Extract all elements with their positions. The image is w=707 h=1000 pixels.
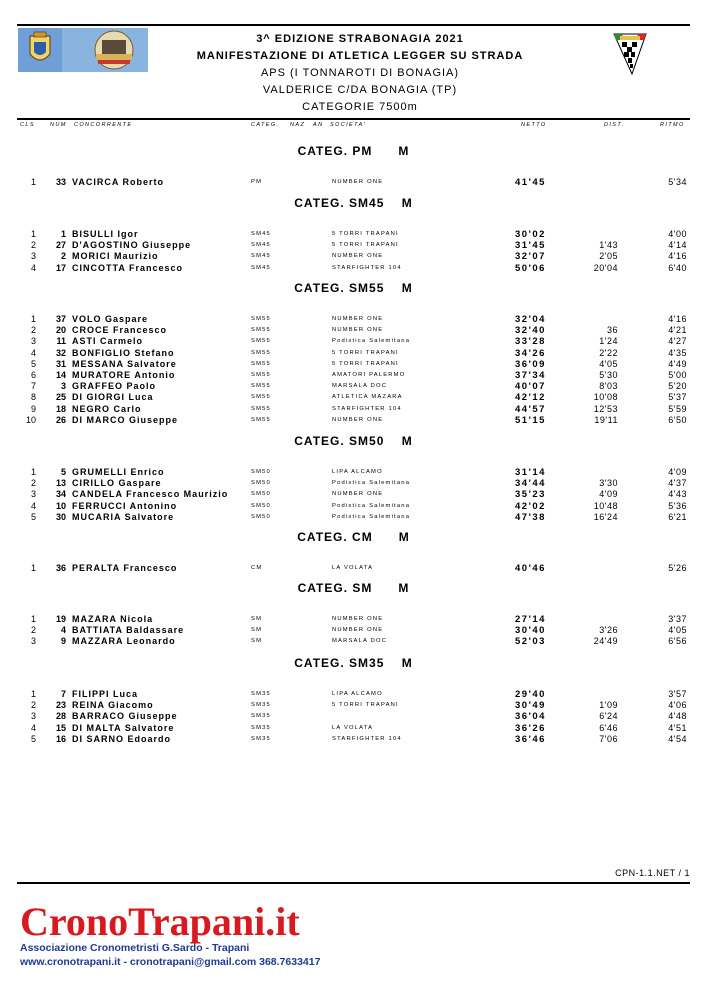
club-cell: NUMBER ONE [332,316,384,322]
net-time-cell: 42'02 [515,500,546,512]
gap-cell: 6'46 [599,722,618,733]
col-netto: NETTO [521,122,547,128]
category-cell: SM55 [251,360,271,367]
athlete-name-cell: GRUMELLI Enrico [72,467,165,477]
bib-number-cell: 9 [60,636,66,647]
brand-association: Associazione Cronometristi G.Sardo - Trapani [20,942,250,954]
club-cell: AMATORI PALERMO [332,372,406,378]
result-row [0,240,707,251]
athlete-name-cell: BARRACO Giuseppe [72,711,178,722]
club-cell: Podistica Salemitana [332,338,411,345]
category-cell: SM45 [251,231,271,237]
rank-cell: 3 [30,489,36,500]
athlete-name-cell: MUCARIA Salvatore [72,511,175,522]
category-title: CATEG. SM35 M [294,656,413,670]
category-cell: SM35 [251,724,271,731]
result-row [0,404,707,415]
athlete-name-cell: ASTI Carmelo [72,336,144,347]
bib-number-cell: 10 [55,500,66,511]
category-cell: SM45 [251,264,271,271]
category-title: CATEG. SM M [297,581,410,595]
rank-cell: 9 [30,403,36,414]
gap-cell: 1'43 [599,240,618,251]
gap-cell: 20'04 [593,262,618,273]
club-cell: NUMBER ONE [332,491,384,498]
pace-cell: 4'51 [668,722,687,733]
net-time-cell: 30'02 [515,229,546,240]
club-cell: NUMBER ONE [332,327,384,334]
athlete-name-cell: PERALTA Francesco [72,563,178,573]
bib-number-cell: 34 [55,489,66,500]
category-cell: SM35 [251,702,271,709]
pace-cell: 5'20 [668,381,687,392]
bib-number-cell: 14 [55,370,66,380]
athlete-name-cell: CIRILLO Gaspare [72,478,162,489]
net-time-cell: 29'40 [515,689,546,700]
rank-cell: 4 [30,500,36,511]
club-cell: LA VOLATA [332,565,374,571]
result-row [0,336,707,347]
bib-number-cell: 19 [55,614,66,624]
rank-cell: 10 [25,414,36,425]
athlete-name-cell: MURATORE Antonio [72,370,176,380]
rank-cell: 2 [30,240,36,251]
rank-cell: 1 [30,614,36,624]
result-row [0,314,707,325]
pace-cell: 3'57 [668,689,687,699]
bib-number-cell: 7 [60,689,66,699]
pace-cell: 4'14 [668,240,687,251]
bib-number-cell: 18 [55,403,66,414]
result-row [0,636,707,647]
gap-cell: 10'48 [593,500,618,511]
category-cell: SM [251,627,263,634]
net-time-cell: 36'09 [515,358,546,370]
club-cell: LA VOLATA [332,724,374,731]
gap-cell: 8'03 [599,381,618,392]
gap-cell: 7'06 [599,733,618,744]
rank-cell: 1 [30,689,36,699]
rank-cell: 7 [30,381,36,392]
organizer-logos-icon [18,28,148,72]
result-row [0,723,707,734]
net-time-cell: 42'12 [515,392,546,404]
category-cell: SM35 [251,735,271,742]
athlete-name-cell: BONFIGLIO Stefano [72,347,175,358]
rank-cell: 6 [30,370,36,380]
athlete-name-cell: FERRUCCI Antonino [72,500,178,511]
net-time-cell: 34'44 [515,478,546,490]
category-title: CATEG. CM M [297,530,410,544]
bib-number-cell: 32 [55,347,66,358]
bib-number-cell: 5 [60,467,66,477]
pace-cell: 5'36 [668,500,687,511]
result-row [0,392,707,403]
pace-cell: 4'27 [668,336,687,347]
bib-number-cell: 23 [55,700,66,711]
net-time-cell: 35'23 [515,489,546,501]
club-cell: NUMBER ONE [332,253,384,260]
category-cell: SM55 [251,405,271,412]
col-num: NUM [50,122,67,128]
athlete-name-cell: GRAFFEO Paolo [72,381,157,392]
athlete-name-cell: NEGRO Carlo [72,403,142,414]
gap-cell: 1'24 [599,336,618,347]
club-cell: 5 TORRI TRAPANI [332,360,399,367]
net-time-cell: 30'40 [515,625,546,637]
bib-number-cell: 3 [60,381,66,392]
net-time-cell: 52'03 [515,636,546,648]
result-row [0,711,707,722]
club-cell: NUMBER ONE [332,616,384,622]
pace-cell: 4'06 [668,700,687,711]
net-time-cell: 40'07 [515,381,546,393]
pace-cell: 4'00 [668,229,687,239]
rank-cell: 1 [30,314,36,324]
rank-cell: 1 [30,563,36,573]
gap-cell: 16'24 [593,511,618,522]
net-time-cell: 31'45 [515,240,546,252]
bib-number-cell: 16 [55,733,66,744]
gap-cell: 5'30 [599,370,618,380]
net-time-cell: 51'15 [515,414,546,426]
club-cell: ATLETICA MAZARA [332,394,403,401]
rank-cell: 2 [30,325,36,336]
result-row [0,381,707,392]
col-categ: CATEG. [251,122,280,128]
category-cell: SM55 [251,394,271,401]
net-time-cell: 41'45 [515,177,546,188]
bib-number-cell: 15 [55,722,66,733]
net-time-cell: 37'34 [515,370,546,381]
result-row [0,467,707,478]
club-cell: STARFIGHTER 104 [332,405,402,412]
club-cell: STARFIGHTER 104 [332,735,402,742]
bib-number-cell: 13 [55,478,66,489]
pace-cell: 6'50 [668,414,687,425]
net-time-cell: 47'38 [515,511,546,523]
gap-cell: 19'11 [594,414,618,425]
top-rule [17,24,690,26]
rank-cell: 8 [30,392,36,403]
rank-cell: 5 [30,358,36,369]
result-row [0,489,707,500]
athlete-name-cell: VACIRCA Roberto [72,177,164,187]
bib-number-cell: 28 [55,711,66,722]
bib-number-cell: 26 [55,414,66,425]
col-an: AN [313,122,324,128]
pace-cell: 4'49 [668,358,687,369]
footer-rule [17,882,690,884]
athlete-name-cell: CANDELA Francesco Maurizio [72,489,229,500]
rank-cell: 4 [30,347,36,358]
category-cell: SM35 [251,691,271,697]
result-row [0,625,707,636]
bib-number-cell: 25 [55,392,66,403]
bib-number-cell: 1 [60,229,66,239]
club-cell: Podistica Salemitana [332,513,411,520]
net-time-cell: 31'14 [515,467,546,478]
athlete-name-cell: DI GIORGI Luca [72,392,154,403]
bib-number-cell: 20 [55,325,66,336]
category-cell: SM35 [251,713,271,720]
bib-number-cell: 30 [55,511,66,522]
category-cell: PM [251,179,263,185]
pace-cell: 4'16 [668,314,687,324]
result-row [0,689,707,700]
bib-number-cell: 2 [60,251,66,262]
col-ritmo: RITMO [660,122,685,128]
rank-cell: 3 [30,636,36,647]
rank-cell: 5 [30,511,36,522]
net-time-cell: 50'06 [515,262,546,274]
athlete-name-cell: MORICI Maurizio [72,251,159,262]
pace-cell: 4'48 [668,711,687,722]
result-row [0,478,707,489]
col-cls: CLS [20,122,35,128]
net-time-cell: 36'04 [515,711,546,723]
category-cell: SM55 [251,327,271,334]
gap-cell: 4'09 [599,489,618,500]
category-cell: SM50 [251,513,271,520]
category-cell: SM50 [251,491,271,498]
category-cell: SM [251,616,263,622]
result-row [0,370,707,381]
category-cell: SM45 [251,242,271,249]
athlete-name-cell: MESSANA Salvatore [72,358,177,369]
category-cell: SM55 [251,338,271,345]
gap-cell: 4'05 [599,358,618,369]
checkered-flag-logo-icon [612,32,648,76]
net-time-cell: 30'49 [515,700,546,712]
col-societa: SOCIETA' [330,122,366,128]
category-cell: SM55 [251,316,271,322]
club-cell: NUMBER ONE [332,416,384,423]
rank-cell: 1 [30,467,36,477]
rank-cell: 4 [30,722,36,733]
athlete-name-cell: FILIPPI Luca [72,689,139,699]
col-naz: NAZ [290,122,306,128]
pace-cell: 6'21 [668,511,687,522]
result-row [0,501,707,512]
rank-cell: 2 [30,700,36,711]
category-cell: SM55 [251,372,271,378]
gap-cell: 2'22 [599,347,618,358]
club-cell: LIPA ALCAMO [332,691,383,697]
rank-cell: 1 [30,229,36,239]
event-organizer: APS (I TONNAROTI DI BONAGIA) [260,67,460,79]
pace-cell: 5'37 [668,392,687,403]
net-time-cell: 40'46 [515,563,546,574]
gap-cell: 3'30 [599,478,618,489]
rank-cell: 5 [30,733,36,744]
result-row [0,512,707,523]
result-row [0,251,707,262]
club-cell: NUMBER ONE [332,627,384,634]
pace-cell: 4'37 [668,478,687,489]
net-time-cell: 32'04 [515,314,546,325]
athlete-name-cell: DI MARCO Giuseppe [72,414,179,425]
net-time-cell: 34'26 [515,347,546,359]
event-subtitle: MANIFESTAZIONE DI ATLETICA LEGGER SU STRADA [196,50,524,62]
athlete-name-cell: MAZZARA Leonardo [72,636,176,647]
pace-cell: 5'34 [668,177,687,187]
category-cell: SM50 [251,480,271,487]
gap-cell: 1'09 [599,700,618,711]
gap-cell: 2'05 [599,251,618,262]
result-row [0,415,707,426]
club-cell: Podistica Salemitana [332,480,411,487]
category-cell: SM [251,638,263,645]
result-row [0,229,707,240]
category-cell: SM50 [251,469,271,475]
athlete-name-cell: MAZARA Nicola [72,614,154,624]
net-time-cell: 32'40 [515,325,546,337]
pace-cell: 5'26 [668,563,687,573]
net-time-cell: 44'57 [515,403,546,415]
gap-cell: 36 [606,325,618,336]
bib-number-cell: 27 [55,240,66,251]
pace-cell: 6'40 [668,262,687,273]
club-cell: 5 TORRI TRAPANI [332,242,399,249]
club-cell: MARSALA DOC [332,638,388,645]
category-cell: SM55 [251,383,271,390]
net-time-cell: 27'14 [515,614,546,625]
result-row [0,563,707,574]
pace-cell: 3'37 [668,614,687,624]
athlete-name-cell: VOLO Gaspare [72,314,149,324]
category-title: CATEG. SM45 M [294,196,413,210]
bib-number-cell: 11 [56,336,66,347]
event-distance: CATEGORIE 7500m [302,101,418,113]
club-cell: 5 TORRI TRAPANI [332,702,399,709]
bib-number-cell: 4 [60,625,66,636]
pace-cell: 6'56 [668,636,687,647]
cronotrapani-brand: CronoTrapani.it [20,899,300,944]
gap-cell: 10'08 [593,392,618,403]
net-time-cell: 33'28 [515,336,546,348]
event-title: 3^ EDIZIONE STRABONAGIA 2021 [256,33,464,45]
category-title: CATEG. SM50 M [294,434,413,448]
athlete-name-cell: REINA Giacomo [72,700,154,711]
bib-number-cell: 17 [55,262,66,273]
result-row [0,348,707,359]
brand-contacts: www.cronotrapani.it - cronotrapani@gmail.com 368.7633417 [20,956,321,968]
rank-cell: 3 [30,711,36,722]
club-cell: MARSALA DOC [332,383,388,390]
result-row [0,359,707,370]
pace-cell: 5'59 [668,403,687,414]
athlete-name-cell: BISULLI Igor [72,229,139,239]
bib-number-cell: 33 [55,177,66,187]
category-cell: SM55 [251,349,271,356]
pace-cell: 4'21 [668,325,687,336]
category-cell: SM55 [251,416,271,423]
bib-number-cell: 36 [55,563,66,573]
pace-cell: 5'00 [668,370,687,380]
gap-cell: 24'49 [593,636,618,647]
pace-cell: 4'05 [668,625,687,636]
net-time-cell: 32'07 [515,251,546,263]
athlete-name-cell: BATTIATA Baldassare [72,625,185,636]
category-cell: CM [251,565,263,571]
athlete-name-cell: DI MALTA Salvatore [72,722,175,733]
pace-cell: 4'35 [668,347,687,358]
gap-cell: 3'26 [599,625,618,636]
software-code: CPN-1.1.NET / 1 [615,868,690,878]
pace-cell: 4'43 [668,489,687,500]
club-cell: 5 TORRI TRAPANI [332,349,399,356]
event-location: VALDERICE C/DA BONAGIA (TP) [262,84,458,96]
header-rule [17,118,690,120]
col-dist: DIST. [604,122,625,128]
result-row [0,177,707,188]
category-cell: SM50 [251,502,271,509]
category-title: CATEG. SM55 M [294,281,413,295]
gap-cell: 6'24 [599,711,618,722]
pace-cell: 4'54 [668,733,687,744]
bib-number-cell: 37 [55,314,66,324]
pace-cell: 4'09 [668,467,687,477]
rank-cell: 3 [30,336,36,347]
club-cell: LIPA ALCAMO [332,469,383,475]
bib-number-cell: 31 [55,358,66,369]
pace-cell: 4'16 [668,251,687,262]
net-time-cell: 36'46 [515,733,546,745]
athlete-name-cell: D'AGOSTINO Giuseppe [72,240,192,251]
gap-cell: 12'53 [593,403,618,414]
rank-cell: 2 [30,478,36,489]
result-row [0,325,707,336]
rank-cell: 4 [30,262,36,273]
result-row [0,263,707,274]
club-cell: Podistica Salemitana [332,502,411,509]
result-row [0,700,707,711]
category-cell: SM45 [251,253,271,260]
athlete-name-cell: CROCE Francesco [72,325,168,336]
col-concorrente: CONCORRENTE [74,122,133,128]
club-cell: 5 TORRI TRAPANI [332,231,399,237]
rank-cell: 2 [30,625,36,636]
rank-cell: 1 [30,177,36,187]
result-row [0,614,707,625]
athlete-name-cell: CINCOTTA Francesco [72,262,184,273]
result-row [0,734,707,745]
club-cell: STARFIGHTER 104 [332,264,402,271]
athlete-name-cell: DI SARNO Edoardo [72,733,172,744]
rank-cell: 3 [30,251,36,262]
club-cell: NUMBER ONE [332,179,384,185]
category-title: CATEG. PM M [297,144,410,158]
net-time-cell: 36'26 [515,722,546,734]
